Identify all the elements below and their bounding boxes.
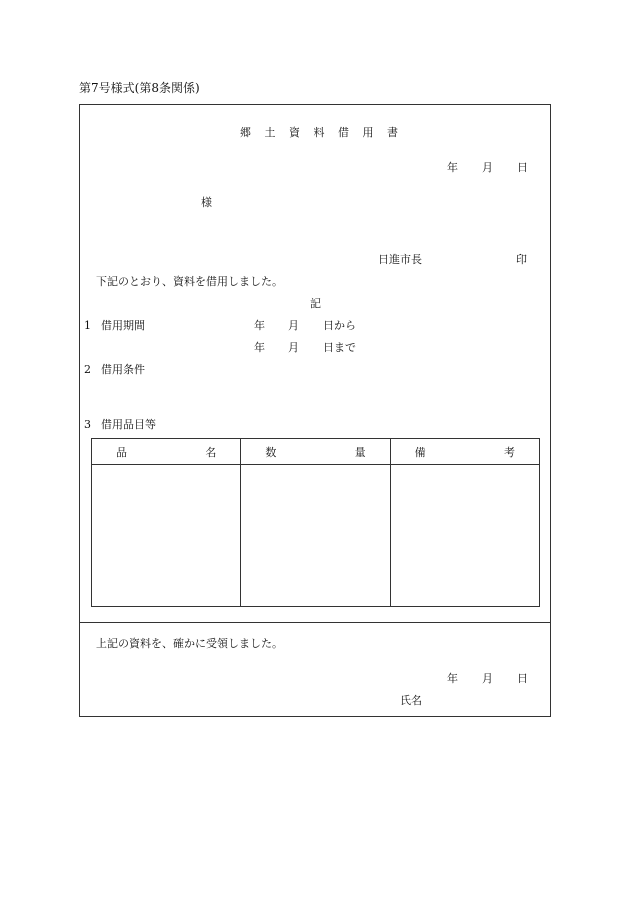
header-remarks-left: 備 bbox=[414, 446, 426, 459]
receipt-text: 上記の資料を、確かに受領しました。 bbox=[96, 637, 283, 650]
date-month: 月 bbox=[482, 161, 493, 174]
receiver-name-label: 氏名 bbox=[400, 694, 422, 707]
receipt-date-day: 日 bbox=[517, 672, 528, 685]
date-day: 日 bbox=[517, 161, 528, 174]
item-3-number: 3 bbox=[84, 418, 91, 431]
header-quantity-left: 数 bbox=[265, 446, 277, 459]
table-header-row bbox=[92, 439, 540, 465]
receipt-divider bbox=[79, 622, 551, 623]
item-1-number: 1 bbox=[84, 319, 91, 332]
date-year: 年 bbox=[447, 161, 458, 174]
header-item-name-left: 品 bbox=[116, 446, 127, 459]
header-remarks-right: 考 bbox=[504, 446, 515, 459]
seal-mark: 印 bbox=[516, 253, 527, 266]
materials-table bbox=[91, 438, 540, 607]
header-item-name bbox=[92, 439, 241, 465]
period-to-month: 月 bbox=[288, 341, 299, 354]
ki-heading: 記 bbox=[310, 297, 321, 310]
receipt-date-month: 月 bbox=[482, 672, 493, 685]
document-title: 郷 土 資 料 借 用 書 bbox=[240, 126, 403, 139]
cell-remarks bbox=[390, 465, 539, 607]
table-row bbox=[92, 465, 540, 607]
period-from-year: 年 bbox=[254, 319, 265, 332]
form-number: 第7号様式(第8条関係) bbox=[79, 81, 200, 95]
cell-quantity bbox=[241, 465, 390, 607]
header-quantity bbox=[241, 439, 390, 465]
form-frame bbox=[79, 104, 551, 717]
item-1-label: 借用期間 bbox=[101, 319, 145, 332]
item-3-label: 借用品目等 bbox=[101, 418, 156, 431]
header-item-name-right: 名 bbox=[205, 446, 217, 459]
issuer-label: 日進市長 bbox=[378, 253, 422, 266]
period-from-month: 月 bbox=[288, 319, 299, 332]
period-from-day: 日から bbox=[323, 319, 356, 332]
intro-text: 下記のとおり、資料を借用しました。 bbox=[96, 275, 283, 288]
item-2-number: 2 bbox=[84, 363, 91, 376]
receipt-date-year: 年 bbox=[447, 672, 458, 685]
header-remarks bbox=[390, 439, 539, 465]
addressee-suffix: 様 bbox=[201, 196, 212, 209]
period-to-year: 年 bbox=[254, 341, 265, 354]
header-quantity-right: 量 bbox=[354, 446, 366, 459]
cell-item-name bbox=[92, 465, 241, 607]
item-2-label: 借用条件 bbox=[101, 363, 145, 376]
period-to-day: 日まで bbox=[323, 341, 356, 354]
